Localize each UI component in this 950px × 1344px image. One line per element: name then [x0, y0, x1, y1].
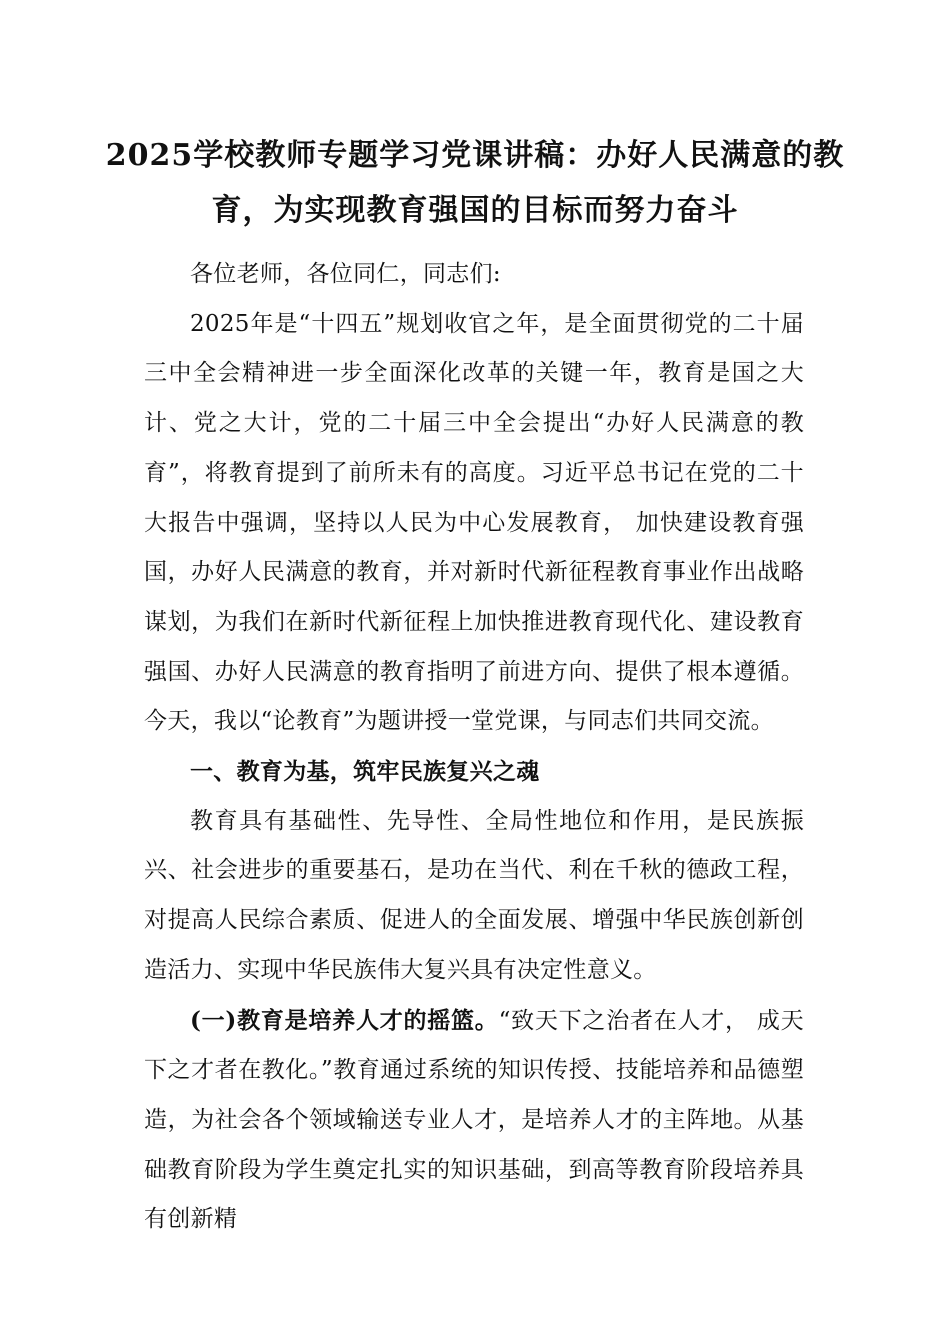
paragraph-subsection-1 [144, 996, 804, 1246]
subsection-heading-1: (一)教育是培养人才的摇篮。 [190, 1006, 499, 1034]
salutation: 各位老师，各位同仁，同志们: [190, 261, 501, 287]
document-body [144, 250, 804, 1245]
paragraph-intro: 2025年是“十四五”规划收官之年，是全面贯彻党的二十届三中全会精神进一步全面深化改革的关键一年，教育是国之大计、党之大计，党的二十届三中全会提出“办好人民满意的教育”，将教育提到了前所未有的高度。习近平总书记在党的二十大报告中强调，坚持以人民为中心发展教育， 加快建设教育强国，办好人民满意的教育，并对新时代新征程教育事业作出战略谋划，为我们在新时代新征程上加快推进教育现代化、建设教育强国、办好人民满意的教育指明了前进方向、提供了根本遵循。今天，我以“论教育”为题讲授一堂党课，与同志们共同交流。 [144, 310, 804, 735]
paragraph-section-1: 教育具有基础性、先导性、全局性地位和作用，是民族振兴、社会进步的重要基石，是功在当代、利在千秋的德政工程，对提高人民综合素质、促进人的全面发展、增强中华民族创新创造活力、实现中华民族伟大复兴具有决定性意义。 [144, 807, 804, 983]
subsection-1-text: “致天下之治者在人才， 成天下之才者在教化。”教育通过系统的知识传授、技能培养和品德塑造，为社会各个领域输送专业人才，是培养人才的主阵地。从基础教育阶段为学生奠定扎实的知识基础，到高等教育阶段培养具有创新精 [144, 1007, 804, 1233]
document-title: 2025学校教师专题学习党课讲稿：办好人民满意的教育，为实现教育强国的目标而努力奋斗 [105, 138, 845, 228]
section-heading-1: 一、教育为基，筑牢民族复兴之魂 [190, 758, 540, 786]
